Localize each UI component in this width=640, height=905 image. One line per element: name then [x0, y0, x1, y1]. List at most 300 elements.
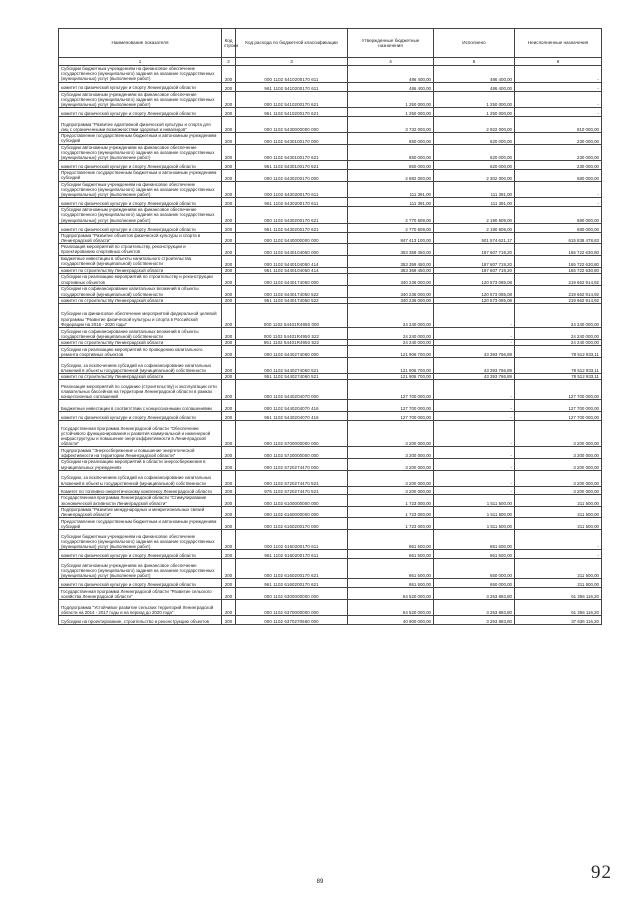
indicator-name-cell: Субсидии на реализацию мероприятий по проведению капитального ремонта спортивных объектов	[59, 346, 222, 358]
unexecuted-amount-cell: 165 722 630,80	[515, 267, 602, 273]
table-row	[59, 616, 602, 625]
unexecuted-amount-cell: 24 240 000,00	[515, 304, 602, 328]
line-code-cell: 200	[222, 400, 236, 412]
budget-code-cell: 000 1102 5440104050 000	[236, 244, 348, 255]
indicator-name-cell: Субсидии бюджетным учреждениям на финансовое обеспечение государственного (муниципального) задания на оказание государственных (муниципальных) услуг (выполнение работ)	[59, 66, 222, 83]
line-code-cell: 200	[222, 530, 236, 550]
indicator-name-cell: Субсидии автономным учреждениям на финансовое обеспечение государственного (муниципального) задания на оказание государственных (муниципальных) услуг (выполнение работ)	[59, 91, 222, 108]
unexecuted-amount-cell: 165 722 630,80	[515, 255, 602, 267]
budget-code-cell: 000 1102 6160000000 000	[236, 506, 348, 517]
unexecuted-amount-cell: 580 000,00	[515, 223, 602, 232]
line-code-cell: 200	[222, 340, 236, 346]
approved-amount-cell: 340 236 000,00	[348, 297, 434, 303]
unexecuted-amount-cell: 61 256 116,20	[515, 588, 602, 600]
unexecuted-amount-cell: 3 200 000,00	[515, 459, 602, 470]
table-row	[59, 486, 602, 494]
budget-code-cell: 000 1102 5410200170 621	[236, 91, 348, 108]
table-row	[59, 82, 602, 91]
line-code-cell: 200	[222, 232, 236, 243]
approved-amount-cell: 64 520 000,00	[348, 588, 434, 600]
indicator-name-cell: Субсидии, за исключением субсидий на софинансирование капитальных вложений в объекты государственной (муниципальной) собственности	[59, 358, 222, 374]
column-number: 2	[222, 58, 236, 66]
unexecuted-amount-cell: 3 200 000,00	[515, 421, 602, 447]
executed-amount-cell: 486 400,00	[434, 66, 515, 83]
executed-amount-cell: 620 000,00	[434, 133, 515, 144]
table-row	[59, 223, 602, 232]
unexecuted-amount-cell: 24 240 000,00	[515, 340, 602, 346]
unexecuted-amount-cell: 230 000,00	[515, 161, 602, 170]
table-row	[59, 117, 602, 133]
approved-amount-cell: 1 723 000,00	[348, 494, 434, 506]
executed-amount-cell: 187 607 719,20	[434, 267, 515, 273]
approved-amount-cell: 127 700 000,00	[348, 380, 434, 400]
approved-amount-cell: 340 236 000,00	[348, 285, 434, 297]
indicator-name-cell: Государственная программа Ленинградской области "Обеспечение устойчивого функционирования и развития коммунальной и инженерной инфраструктуры и повышение энергоэффективности в Ленинградской области"	[59, 421, 222, 447]
executed-amount-cell: 2 190 609,00	[434, 207, 515, 224]
executed-amount-cell: 650 000,00	[434, 579, 515, 588]
budget-code-cell: 961 1102 5430200170 611	[236, 198, 348, 207]
table-row	[59, 530, 602, 550]
table-row	[59, 304, 602, 328]
indicator-name-cell: Подпрограмма "Развитие адаптивной физической культуры и спорта для лиц с ограниченными возможностями здоровья и инвалидов"	[59, 117, 222, 133]
column-number: 3	[236, 58, 348, 66]
unexecuted-amount-cell: 580 000,00	[515, 207, 602, 224]
executed-amount-cell: -	[434, 486, 515, 494]
indicator-name-cell: Субсидии на софинансирование капитальных вложений в объекты государственной (муниципальной) собственности	[59, 285, 222, 297]
unexecuted-amount-cell: 810 000,00	[515, 117, 602, 133]
budget-execution-table	[58, 28, 602, 625]
approved-amount-cell: 1 250 000,00	[348, 108, 434, 117]
approved-amount-cell: 40 900 000,00	[348, 616, 434, 625]
line-code-cell: 200	[222, 550, 236, 559]
line-code-cell: 200	[222, 579, 236, 588]
table-row	[59, 285, 602, 297]
approved-amount-cell: 2 882 000,00	[348, 170, 434, 181]
executed-amount-cell: 120 573 085,08	[434, 285, 515, 297]
executed-amount-cell: 187 607 719,20	[434, 255, 515, 267]
table-row	[59, 133, 602, 144]
line-code-cell: 200	[222, 588, 236, 600]
line-code-cell: 200	[222, 207, 236, 224]
executed-amount-cell: 43 393 766,89	[434, 374, 515, 380]
approved-amount-cell: 121 906 700,00	[348, 358, 434, 374]
unexecuted-amount-cell: 230 000,00	[515, 144, 602, 161]
unexecuted-amount-cell: -	[515, 550, 602, 559]
indicator-name-cell: Подпрограмма "Энергосбережение и повышение энергетической эффективности на территории Ленинградской области"	[59, 447, 222, 459]
unexecuted-amount-cell: 78 512 933,11	[515, 358, 602, 374]
unexecuted-amount-cell: 230 000,00	[515, 133, 602, 144]
indicator-name-cell: Реализация мероприятий по созданию (строительству) и эксплуатации сети плавательных бассейнов на территории Ленинградской области в рамках концессионных соглашений	[59, 380, 222, 400]
table-row	[59, 559, 602, 579]
indicator-name-cell: комитет по строительству Ленинградской области	[59, 267, 222, 273]
table-row	[59, 255, 602, 267]
unexecuted-amount-cell: 211 500,00	[515, 506, 602, 517]
approved-amount-cell: 847 413 100,00	[348, 232, 434, 243]
line-code-cell: 200	[222, 506, 236, 517]
executed-amount-cell: 43 393 766,89	[434, 346, 515, 358]
unexecuted-amount-cell: 580 000,00	[515, 170, 602, 181]
approved-amount-cell: 121 906 700,00	[348, 374, 434, 380]
header-approved-budget: Утвержденные бюджетные назначения	[348, 29, 434, 58]
line-code-cell: 200	[222, 181, 236, 198]
table-row	[59, 66, 602, 83]
line-code-cell: 200	[222, 600, 236, 616]
executed-amount-cell: 501 574 621,17	[434, 232, 515, 243]
table-row	[59, 412, 602, 421]
unexecuted-amount-cell: 211 500,00	[515, 559, 602, 579]
executed-amount-cell: 3 263 883,80	[434, 588, 515, 600]
line-code-cell: 200	[222, 66, 236, 83]
approved-amount-cell: 121 906 700,00	[348, 346, 434, 358]
approved-amount-cell: 3 200 000,00	[348, 470, 434, 486]
executed-amount-cell: 111 391,00	[434, 181, 515, 198]
indicator-name-cell: Субсидии на софинансирование капитальных вложений в объекты государственной (муниципальной) собственности	[59, 328, 222, 340]
approved-amount-cell: 1 250 000,00	[348, 91, 434, 108]
line-code-cell: 200	[222, 518, 236, 530]
budget-code-cell: 000 1102 5720274470 000	[236, 459, 348, 470]
budget-code-cell: 000 1102 5700000000 000	[236, 421, 348, 447]
unexecuted-amount-cell: 127 700 000,00	[515, 400, 602, 412]
unexecuted-amount-cell: -	[515, 82, 602, 91]
approved-amount-cell: 2 770 609,00	[348, 207, 434, 224]
approved-amount-cell: 861 500,00	[348, 579, 434, 588]
executed-amount-cell: 650 000,00	[434, 559, 515, 579]
executed-amount-cell: 3 263 883,80	[434, 616, 515, 625]
indicator-name-cell: Субсидии автономным учреждениям на финансовое обеспечение государственного (муниципального) задания на оказание государственных (муниципальных) услуг (выполнение работ)	[59, 144, 222, 161]
indicator-name-cell: Предоставление государственным бюджетным и автономным учреждениям субсидий	[59, 170, 222, 181]
column-number: 4	[348, 58, 434, 66]
table-row	[59, 207, 602, 224]
executed-amount-cell: 1 511 500,00	[434, 506, 515, 517]
unexecuted-amount-cell: -	[515, 181, 602, 198]
budget-code-cell: 951 1102 5440104050 414	[236, 267, 348, 273]
table-row	[59, 421, 602, 447]
line-code-cell: 200	[222, 297, 236, 303]
executed-amount-cell: -	[434, 304, 515, 328]
executed-amount-cell: 2 922 000,00	[434, 117, 515, 133]
indicator-name-cell: комитет по строительству Ленинградской области	[59, 297, 222, 303]
budget-code-cell: 000 1102 5430100170 000	[236, 133, 348, 144]
indicator-name-cell: Субсидии бюджетным учреждениям на финансовое обеспечение государственного (муниципального) задания на оказание государственных (муниципальных) услуг (выполнение работ)	[59, 530, 222, 550]
sheet-number-stamp: 92	[591, 862, 612, 883]
executed-amount-cell: -	[434, 412, 515, 421]
approved-amount-cell: 3 200 000,00	[348, 486, 434, 494]
indicator-name-cell: Субсидии на реализацию мероприятий по строительству и реконструкции спортивных объектов	[59, 273, 222, 285]
unexecuted-amount-cell: 219 662 914,92	[515, 285, 602, 297]
approved-amount-cell: 353 359 450,00	[348, 267, 434, 273]
line-code-cell: 200	[222, 374, 236, 380]
table-row	[59, 181, 602, 198]
approved-amount-cell: 3 732 000,00	[348, 117, 434, 133]
column-number: 6	[515, 58, 602, 66]
budget-code-cell: 951 1102 54401R4950 522	[236, 340, 348, 346]
line-code-cell: 200	[222, 470, 236, 486]
approved-amount-cell: 486 400,00	[348, 66, 434, 83]
unexecuted-amount-cell: 78 512 933,11	[515, 346, 602, 358]
table-row	[59, 447, 602, 459]
unexecuted-amount-cell: 165 722 630,80	[515, 244, 602, 255]
header-indicator-name: Наименование показателя	[59, 29, 222, 58]
executed-amount-cell: 2 302 000,00	[434, 170, 515, 181]
header-line-code: Код строки	[222, 29, 236, 58]
table-row	[59, 506, 602, 517]
table-row	[59, 161, 602, 170]
unexecuted-amount-cell: 3 200 000,00	[515, 470, 602, 486]
line-code-cell: 200	[222, 267, 236, 273]
indicator-name-cell: Субсидии на проектирование, строительство и реконструкцию объектов	[59, 616, 222, 625]
approved-amount-cell: 111 391,00	[348, 181, 434, 198]
budget-code-cell: 000 1102 6370270660 000	[236, 616, 348, 625]
table-row	[59, 400, 602, 412]
unexecuted-amount-cell: 3 200 000,00	[515, 486, 602, 494]
indicator-name-cell: комитет по строительству Ленинградской области	[59, 374, 222, 380]
budget-code-cell: 000 1102 5430200170 000	[236, 170, 348, 181]
column-number: 5	[434, 58, 515, 66]
line-code-cell: 200	[222, 198, 236, 207]
approved-amount-cell: 127 700 000,00	[348, 400, 434, 412]
budget-code-cell: 000 1102 5440204070 416	[236, 400, 348, 412]
line-code-cell: 200	[222, 358, 236, 374]
unexecuted-amount-cell: 211 500,00	[515, 579, 602, 588]
budget-code-cell: 951 1102 5440174050 522	[236, 297, 348, 303]
unexecuted-amount-cell: -	[515, 66, 602, 83]
executed-amount-cell: -	[434, 380, 515, 400]
budget-code-cell: 961 1102 6160200170 621	[236, 579, 348, 588]
unexecuted-amount-cell: 211 500,00	[515, 494, 602, 506]
indicator-name-cell: Государственная программа Ленинградской области "Развитие сельского хозяйства Ленинградской области"	[59, 588, 222, 600]
executed-amount-cell: 187 607 719,20	[434, 244, 515, 255]
budget-code-cell: 000 1102 6160200170 621	[236, 559, 348, 579]
approved-amount-cell: 850 000,00	[348, 133, 434, 144]
line-code-cell: 200	[222, 421, 236, 447]
unexecuted-amount-cell: -	[515, 198, 602, 207]
indicator-name-cell: Подпрограмма "Устойчивое развитие сельских территорий Ленинградской области на 2014 - 2017 годы и на период до 2020 года"	[59, 600, 222, 616]
executed-amount-cell: 1 250 000,00	[434, 91, 515, 108]
table-row	[59, 579, 602, 588]
line-code-cell: 200	[222, 494, 236, 506]
approved-amount-cell: 127 700 000,00	[348, 412, 434, 421]
indicator-name-cell: Бюджетные инвестиции в объекты капитального строительства государственной (муниципальной) собственности	[59, 255, 222, 267]
budget-code-cell: 000 1102 5440104050 414	[236, 255, 348, 267]
executed-amount-cell: 1 511 500,00	[434, 518, 515, 530]
budget-code-cell: 000 1102 5440174050 522	[236, 285, 348, 297]
executed-amount-cell: 43 393 766,89	[434, 358, 515, 374]
budget-code-cell: 000 1102 5440174050 000	[236, 273, 348, 285]
budget-code-cell: 951 1102 5440274060 521	[236, 374, 348, 380]
line-code-cell: 200	[222, 255, 236, 267]
line-code-cell: 200	[222, 559, 236, 579]
budget-code-cell: 000 1102 5410200170 611	[236, 66, 348, 83]
executed-amount-cell: 620 000,00	[434, 144, 515, 161]
budget-code-cell: 000 1102 5440204070 000	[236, 380, 348, 400]
executed-amount-cell: -	[434, 421, 515, 447]
budget-code-cell: 000 1102 6100000000 000	[236, 494, 348, 506]
executed-amount-cell: 486 400,00	[434, 82, 515, 91]
table-row	[59, 232, 602, 243]
indicator-name-cell: Субсидии, за исключением субсидий на софинансирование капитальных вложений в объекты государственной (муниципальной) собственности	[59, 470, 222, 486]
line-code-cell: 200	[222, 244, 236, 255]
table-row	[59, 273, 602, 285]
approved-amount-cell: 111 391,00	[348, 198, 434, 207]
line-code-cell: 200	[222, 82, 236, 91]
line-code-cell: 200	[222, 328, 236, 340]
approved-amount-cell: 861 500,00	[348, 530, 434, 550]
line-code-cell: 200	[222, 133, 236, 144]
indicator-name-cell: Субсидии автономным учреждениям на финансовое обеспечение государственного (муниципального) задания на оказание государственных (муниципальных) услуг (выполнение работ)	[59, 207, 222, 224]
header-executed: Исполнено	[434, 29, 515, 58]
budget-code-cell: 976 1102 5720274470 521	[236, 486, 348, 494]
budget-code-cell: 961 1102 5410200170 611	[236, 82, 348, 91]
table-row	[59, 328, 602, 340]
indicator-name-cell: Подпрограмма "Развитие объектов физической культуры и спорта в Ленинградской области"	[59, 232, 222, 243]
indicator-name-cell: комитет по строительству Ленинградской области	[59, 340, 222, 346]
approved-amount-cell: 353 359 450,00	[348, 255, 434, 267]
unexecuted-amount-cell: 127 700 000,00	[515, 412, 602, 421]
budget-code-cell: 000 1102 5720274470 521	[236, 470, 348, 486]
table-header-row	[59, 29, 602, 58]
indicator-name-cell: комитет по физической культуре и спорту Ленинградской области	[59, 108, 222, 117]
approved-amount-cell: 861 500,00	[348, 559, 434, 579]
line-code-cell: 200	[222, 346, 236, 358]
approved-amount-cell: 850 000,00	[348, 161, 434, 170]
budget-code-cell: 000 1102 5430200170 611	[236, 181, 348, 198]
budget-code-cell: 000 1102 5430000000 000	[236, 117, 348, 133]
table-row	[59, 358, 602, 374]
table-row	[59, 144, 602, 161]
approved-amount-cell: 2 770 609,00	[348, 223, 434, 232]
budget-code-cell: 000 1102 5440274060 521	[236, 358, 348, 374]
budget-code-cell: 000 1102 6300000000 000	[236, 588, 348, 600]
indicator-name-cell: комитет по физической культуре и спорту Ленинградской области	[59, 161, 222, 170]
line-code-cell: 200	[222, 459, 236, 470]
unexecuted-amount-cell: 3 200 000,00	[515, 447, 602, 459]
executed-amount-cell: -	[434, 447, 515, 459]
header-unexecuted: Неисполненные назначения	[515, 29, 602, 58]
budget-code-cell: 961 1102 6160200170 611	[236, 550, 348, 559]
line-code-cell: 200	[222, 380, 236, 400]
approved-amount-cell: 24 240 000,00	[348, 304, 434, 328]
table-row	[59, 198, 602, 207]
unexecuted-amount-cell: 219 662 914,92	[515, 297, 602, 303]
executed-amount-cell: -	[434, 340, 515, 346]
indicator-name-cell: комитет по физической культуре и спорту Ленинградской области	[59, 550, 222, 559]
column-number-row	[59, 58, 602, 66]
budget-code-cell: 000 1102 5430200170 621	[236, 207, 348, 224]
line-code-cell: 200	[222, 412, 236, 421]
executed-amount-cell: 620 000,00	[434, 161, 515, 170]
budget-code-cell: 961 1102 5430200170 621	[236, 223, 348, 232]
approved-amount-cell: 3 200 000,00	[348, 459, 434, 470]
approved-amount-cell: 340 236 000,00	[348, 273, 434, 285]
indicator-name-cell: комитет по физической культуре и спорту Ленинградской области	[59, 412, 222, 421]
table-row	[59, 600, 602, 616]
approved-amount-cell: 64 520 000,00	[348, 600, 434, 616]
unexecuted-amount-cell: 37 636 116,20	[515, 616, 602, 625]
approved-amount-cell: 1 723 000,00	[348, 518, 434, 530]
line-code-cell: 200	[222, 91, 236, 108]
unexecuted-amount-cell: -	[515, 108, 602, 117]
approved-amount-cell: 850 000,00	[348, 144, 434, 161]
unexecuted-amount-cell: 61 256 116,20	[515, 600, 602, 616]
line-code-cell: 200	[222, 161, 236, 170]
table-row	[59, 470, 602, 486]
executed-amount-cell: 2 190 609,00	[434, 223, 515, 232]
unexecuted-amount-cell: 24 240 000,00	[515, 328, 602, 340]
table-row	[59, 244, 602, 255]
executed-amount-cell: 1 250 000,00	[434, 108, 515, 117]
budget-code-cell: 000 1102 6370000000 000	[236, 600, 348, 616]
approved-amount-cell: 3 200 000,00	[348, 447, 434, 459]
column-number: 1	[59, 58, 222, 66]
line-code-cell: 200	[222, 285, 236, 297]
line-code-cell: 200	[222, 108, 236, 117]
executed-amount-cell: -	[434, 470, 515, 486]
unexecuted-amount-cell: 211 500,00	[515, 518, 602, 530]
table-row	[59, 91, 602, 108]
indicator-name-cell: Реализация мероприятий по строительству, реконструкции и проектированию спортивных объектов	[59, 244, 222, 255]
approved-amount-cell: 353 359 450,00	[348, 244, 434, 255]
executed-amount-cell: -	[434, 328, 515, 340]
indicator-name-cell: Субсидии автономным учреждениям на финансовое обеспечение государственного (муниципального) задания на оказание государственных (муниципальных) услуг (выполнение работ)	[59, 559, 222, 579]
line-code-cell: 200	[222, 170, 236, 181]
table-row	[59, 459, 602, 470]
budget-code-cell: 961 1102 5430100170 621	[236, 161, 348, 170]
executed-amount-cell: -	[434, 459, 515, 470]
unexecuted-amount-cell: 615 838 478,83	[515, 232, 602, 243]
indicator-name-cell: Субсидии бюджетным учреждениям на финансовое обеспечение государственного (муниципального) задания на оказание государственных (муниципальных) услуг (выполнение работ)	[59, 181, 222, 198]
executed-amount-cell: 861 500,00	[434, 530, 515, 550]
budget-code-cell: 000 1102 54401R4950 522	[236, 328, 348, 340]
table-row	[59, 588, 602, 600]
table-row	[59, 494, 602, 506]
table-row	[59, 346, 602, 358]
unexecuted-amount-cell: 127 700 000,00	[515, 380, 602, 400]
line-code-cell: 200	[222, 223, 236, 232]
page-number: 89	[316, 879, 324, 885]
table-row	[59, 550, 602, 559]
budget-code-cell: 000 1102 6160200170 611	[236, 530, 348, 550]
line-code-cell: 200	[222, 447, 236, 459]
table-row	[59, 380, 602, 400]
indicator-name-cell: комитет по физической культуре и спорту Ленинградской области	[59, 82, 222, 91]
budget-code-cell: 961 1102 5440204070 416	[236, 412, 348, 421]
budget-code-cell: 000 1102 5430100170 621	[236, 144, 348, 161]
line-code-cell: 200	[222, 304, 236, 328]
approved-amount-cell: 24 240 000,00	[348, 328, 434, 340]
budget-code-cell: 961 1102 5410200170 621	[236, 108, 348, 117]
unexecuted-amount-cell: 219 662 914,92	[515, 273, 602, 285]
table-row	[59, 108, 602, 117]
indicator-name-cell: комитет по физической культуре и спорту Ленинградской области	[59, 223, 222, 232]
budget-code-cell: 000 1102 54401R4950 000	[236, 304, 348, 328]
budget-code-cell: 000 1102 5440000000 000	[236, 232, 348, 243]
indicator-name-cell: Предоставление государственным бюджетным и автономным учреждениям субсидий	[59, 518, 222, 530]
line-code-cell: 200	[222, 486, 236, 494]
indicator-name-cell: Государственная программа Ленинградской области "Стимулирование экономической активности Ленинградской области"	[59, 494, 222, 506]
indicator-name-cell: Комитет по топливно-энергетическому комплексу Ленинградской области	[59, 486, 222, 494]
budget-code-cell: 000 1102 5440274060 000	[236, 346, 348, 358]
executed-amount-cell: 111 391,00	[434, 198, 515, 207]
approved-amount-cell: 486 400,00	[348, 82, 434, 91]
executed-amount-cell: 120 573 085,08	[434, 273, 515, 285]
unexecuted-amount-cell: -	[515, 91, 602, 108]
indicator-name-cell: Субсидии на финансовое обеспечение мероприятий федеральной целевой программы "Развитие физической культуры и спорта в Российской Федерации на 2016 - 2020 годы"	[59, 304, 222, 328]
line-code-cell: 200	[222, 273, 236, 285]
indicator-name-cell: Субсидии на реализацию мероприятий в области энергосбережения в муниципальных учреждениях	[59, 459, 222, 470]
line-code-cell: 200	[222, 117, 236, 133]
approved-amount-cell: 3 200 000,00	[348, 421, 434, 447]
approved-amount-cell: 861 500,00	[348, 550, 434, 559]
